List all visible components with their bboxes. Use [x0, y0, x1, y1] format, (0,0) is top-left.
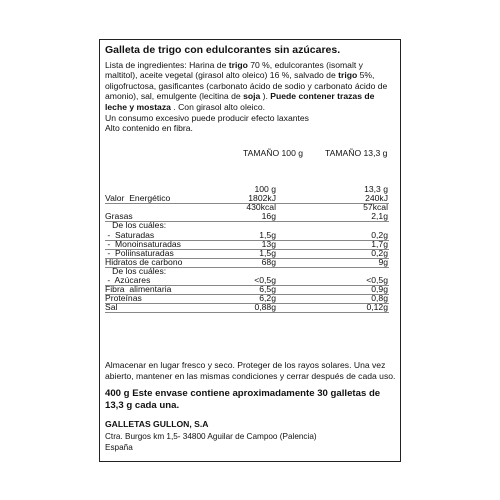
package-info: 400 g Este envase contiene aproximadamente 30 galletas de 13,3 g cada una.: [105, 388, 381, 411]
nutrient-label: Hidratos de carbono: [105, 257, 183, 267]
value-per-100g: 6,2g: [259, 293, 276, 303]
nutrient-label: De los cuáles:: [105, 220, 167, 230]
value-per-serving: <0,5g: [366, 275, 388, 285]
value-per-serving: 1,7g: [371, 239, 388, 249]
value-per-serving: 0,12g: [366, 302, 388, 312]
value-per-serving: 2,1g: [371, 211, 388, 221]
ingredient-text: ).: [260, 91, 271, 102]
value-per-100g: 100 g: [254, 184, 276, 194]
product-title: Galleta de trigo con edulcorantes sin azúcares.: [105, 44, 341, 56]
nutrient-label: - Monoinsaturadas: [105, 239, 181, 249]
nutrition-row: [0, 220, 500, 230]
nutrition-row: [0, 302, 500, 312]
company-country: España: [105, 443, 133, 452]
ingredients-list: [105, 60, 397, 112]
value-per-100g: 16g: [261, 211, 276, 221]
laxative-warning: Un consumo excesivo puede producir efecto laxantes: [105, 113, 309, 123]
value-per-serving: 57kcal: [363, 202, 388, 212]
allergen-text: soja: [243, 91, 261, 102]
value-per-100g: 430kcal: [246, 202, 276, 212]
value-per-100g: 13g: [261, 239, 276, 249]
ingredient-text: 70 %, edulcorantes (isomalt y maltitol), aceite vegetal (girasol alto oleico) 16 %, salvado de: [105, 60, 363, 81]
nutrient-label: - Azúcares: [105, 275, 151, 285]
allergen-text: Puede contener trazas de leche y mostaza: [105, 91, 375, 112]
nutrient-label: Proteínas: [105, 293, 142, 303]
value-per-100g: 1,5g: [259, 230, 276, 240]
ingredient-text: . Con girasol alto oleico.: [170, 101, 266, 112]
value-per-100g: <0,5g: [254, 275, 276, 285]
allergen-text: trigo: [228, 60, 248, 70]
nutrient-label: Fibra alimentaria: [105, 284, 172, 294]
ingredient-text: 5%, oligofructosa, gasificantes (carbonato ácido de sodio y carbonato ácido de amonio), sal, emulgente (lecitina de: [105, 70, 388, 102]
nutrient-label: Valor Energético: [105, 193, 171, 203]
company-name: GALLETAS GULLON, S.A: [105, 419, 209, 429]
company-address: Ctra. Burgos km 1,5- 34800 Aguilar de Campoo (Palencia): [105, 432, 317, 441]
value-per-100g: 1,5g: [259, 248, 276, 258]
nutrient-label: Grasas: [105, 211, 133, 221]
value-per-100g: 1802kJ: [248, 193, 276, 203]
column-header-serving: TAMAÑO 13,3 g: [325, 148, 388, 158]
value-per-serving: 13,3 g: [364, 184, 388, 194]
nutrient-label: - Saturadas: [105, 230, 155, 240]
value-per-100g: 6,5g: [259, 284, 276, 294]
allergen-text: trigo: [338, 70, 358, 81]
nutrient-label: - Poliinsaturadas: [105, 248, 174, 258]
value-per-serving: 0,2g: [371, 248, 388, 258]
nutrient-label: Sal: [105, 302, 118, 312]
value-per-100g: 0,88g: [254, 302, 276, 312]
fiber-claim: Alto contenido en fibra.: [105, 123, 193, 133]
value-per-serving: 0,2g: [371, 230, 388, 240]
value-per-serving: 0,9g: [371, 284, 388, 294]
row-divider: [105, 312, 389, 313]
nutrient-label: De los cuáles:: [105, 266, 167, 276]
storage-instructions: Almacenar en lugar fresco y seco. Proteger de los rayos solares. Una vez abierto, mantener en las mismas condiciones y cerrar después de cada uso.: [105, 360, 396, 381]
value-per-100g: 68g: [261, 257, 276, 267]
value-per-serving: 9g: [378, 257, 388, 267]
value-per-serving: 0,8g: [371, 293, 388, 303]
value-per-serving: 240kJ: [365, 193, 388, 203]
ingredient-text: Lista de ingredientes: Harina de: [105, 60, 229, 70]
column-header-100g: TAMAÑO 100 g: [243, 148, 304, 158]
